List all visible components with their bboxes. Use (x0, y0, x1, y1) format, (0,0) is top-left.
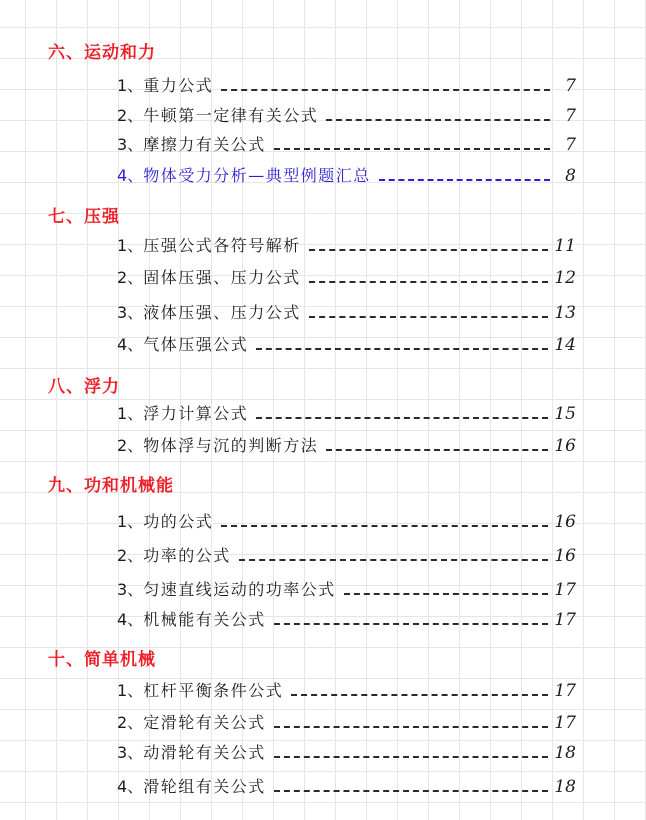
page-number: 8 (565, 166, 576, 186)
section-heading-buoyancy: 八、浮力 (48, 377, 120, 397)
page-number: 18 (554, 777, 576, 797)
section-heading-motion-force: 六、运动和力 (48, 43, 156, 63)
toc-entry-pulley-block[interactable] (117, 775, 576, 797)
page-number: 7 (565, 106, 576, 126)
dotted-leader (221, 89, 550, 91)
entry-number: 1、 (117, 681, 144, 700)
entry-number: 1、 (117, 76, 144, 95)
page-number: 16 (554, 546, 576, 566)
entry-number: 4、 (117, 777, 144, 796)
toc-entry-buoyancy-formula[interactable] (117, 402, 576, 424)
toc-entry-gas-pressure[interactable] (117, 333, 576, 355)
toc-entry-newton-first-law[interactable] (117, 104, 576, 126)
page-number: 17 (554, 610, 576, 630)
entry-title: 定滑轮有关公式 (143, 713, 266, 732)
page-number: 7 (565, 135, 576, 155)
entry-number: 2、 (117, 106, 144, 125)
dotted-leader (309, 249, 549, 251)
page-number: 18 (554, 743, 576, 763)
entry-number: 2、 (117, 546, 144, 565)
page-number: 7 (565, 76, 576, 96)
entry-title: 物体受力分析—典型例题汇总 (143, 166, 371, 185)
entry-number: 3、 (117, 135, 144, 154)
toc-entry-pressure-symbols[interactable] (117, 234, 576, 256)
entry-title: 功率的公式 (143, 546, 231, 565)
toc-entry-uniform-motion-power[interactable] (117, 578, 576, 600)
dotted-leader (256, 348, 548, 350)
entry-title: 固体压强、压力公式 (143, 268, 301, 287)
page-number: 16 (554, 512, 576, 532)
page-number: 16 (554, 436, 576, 456)
entry-title: 牛顿第一定律有关公式 (143, 106, 319, 125)
dotted-leader (239, 559, 549, 561)
entry-title: 摩擦力有关公式 (143, 135, 266, 154)
toc-entry-gravity-formula[interactable] (117, 74, 576, 96)
entry-number: 3、 (117, 303, 144, 322)
toc-entry-power-formula[interactable] (117, 544, 576, 566)
entry-title: 压强公式各符号解析 (143, 236, 301, 255)
section-heading-pressure: 七、压强 (48, 207, 120, 227)
entry-title: 液体压强、压力公式 (143, 303, 301, 322)
toc-entry-work-formula[interactable] (117, 510, 576, 532)
entry-number: 1、 (117, 404, 144, 423)
page-number: 17 (554, 713, 576, 733)
toc-entry-liquid-pressure[interactable] (117, 301, 576, 323)
dotted-leader (309, 316, 549, 318)
dotted-leader (274, 726, 549, 728)
toc-entry-float-sink[interactable] (117, 434, 576, 456)
dotted-leader (274, 756, 549, 758)
toc-entry-movable-pulley[interactable] (117, 741, 576, 763)
entry-title: 功的公式 (143, 512, 214, 531)
entry-number: 3、 (117, 743, 144, 762)
dotted-leader (274, 623, 549, 625)
entry-title: 杠杆平衡条件公式 (143, 681, 284, 700)
entry-title: 滑轮组有关公式 (143, 777, 266, 796)
entry-number: 2、 (117, 436, 144, 455)
dotted-leader (309, 281, 549, 283)
dotted-leader (291, 694, 548, 696)
entry-number: 1、 (117, 236, 144, 255)
toc-entry-lever-balance[interactable] (117, 679, 576, 701)
entry-title: 动滑轮有关公式 (143, 743, 266, 762)
toc-entry-mechanical-energy[interactable] (117, 608, 576, 630)
entry-number: 2、 (117, 713, 144, 732)
entry-number: 1、 (117, 512, 144, 531)
dotted-leader (274, 790, 549, 792)
entry-title: 气体压强公式 (143, 335, 249, 354)
entry-title: 浮力计算公式 (143, 404, 249, 423)
entry-number: 2、 (117, 268, 144, 287)
dotted-leader (344, 593, 549, 595)
dotted-leader (326, 119, 550, 121)
entry-number: 4、 (117, 610, 144, 629)
section-heading-simple-machines: 十、简单机械 (48, 650, 156, 670)
toc-entry-fixed-pulley[interactable] (117, 711, 576, 733)
entry-title: 重力公式 (143, 76, 214, 95)
dotted-leader (274, 148, 550, 150)
entry-number: 4、 (117, 166, 144, 185)
entry-title: 机械能有关公式 (143, 610, 266, 629)
page-number: 11 (554, 236, 576, 256)
page-number: 17 (554, 580, 576, 600)
entry-number: 3、 (117, 580, 144, 599)
dotted-leader (221, 525, 548, 527)
section-heading-work-energy: 九、功和机械能 (48, 476, 174, 496)
page-number: 12 (554, 268, 576, 288)
toc-entry-force-analysis[interactable] (117, 164, 576, 186)
dotted-leader (379, 179, 550, 181)
page-number: 13 (554, 303, 576, 323)
toc-entry-solid-pressure[interactable] (117, 266, 576, 288)
toc-entry-friction-formula[interactable] (117, 133, 576, 155)
page-number: 14 (554, 335, 576, 355)
dotted-leader (326, 449, 548, 451)
page-number: 17 (554, 681, 576, 701)
entry-number: 4、 (117, 335, 144, 354)
entry-title: 物体浮与沉的判断方法 (143, 436, 319, 455)
page-number: 15 (554, 404, 576, 424)
dotted-leader (256, 417, 548, 419)
entry-title: 匀速直线运动的功率公式 (143, 580, 336, 599)
